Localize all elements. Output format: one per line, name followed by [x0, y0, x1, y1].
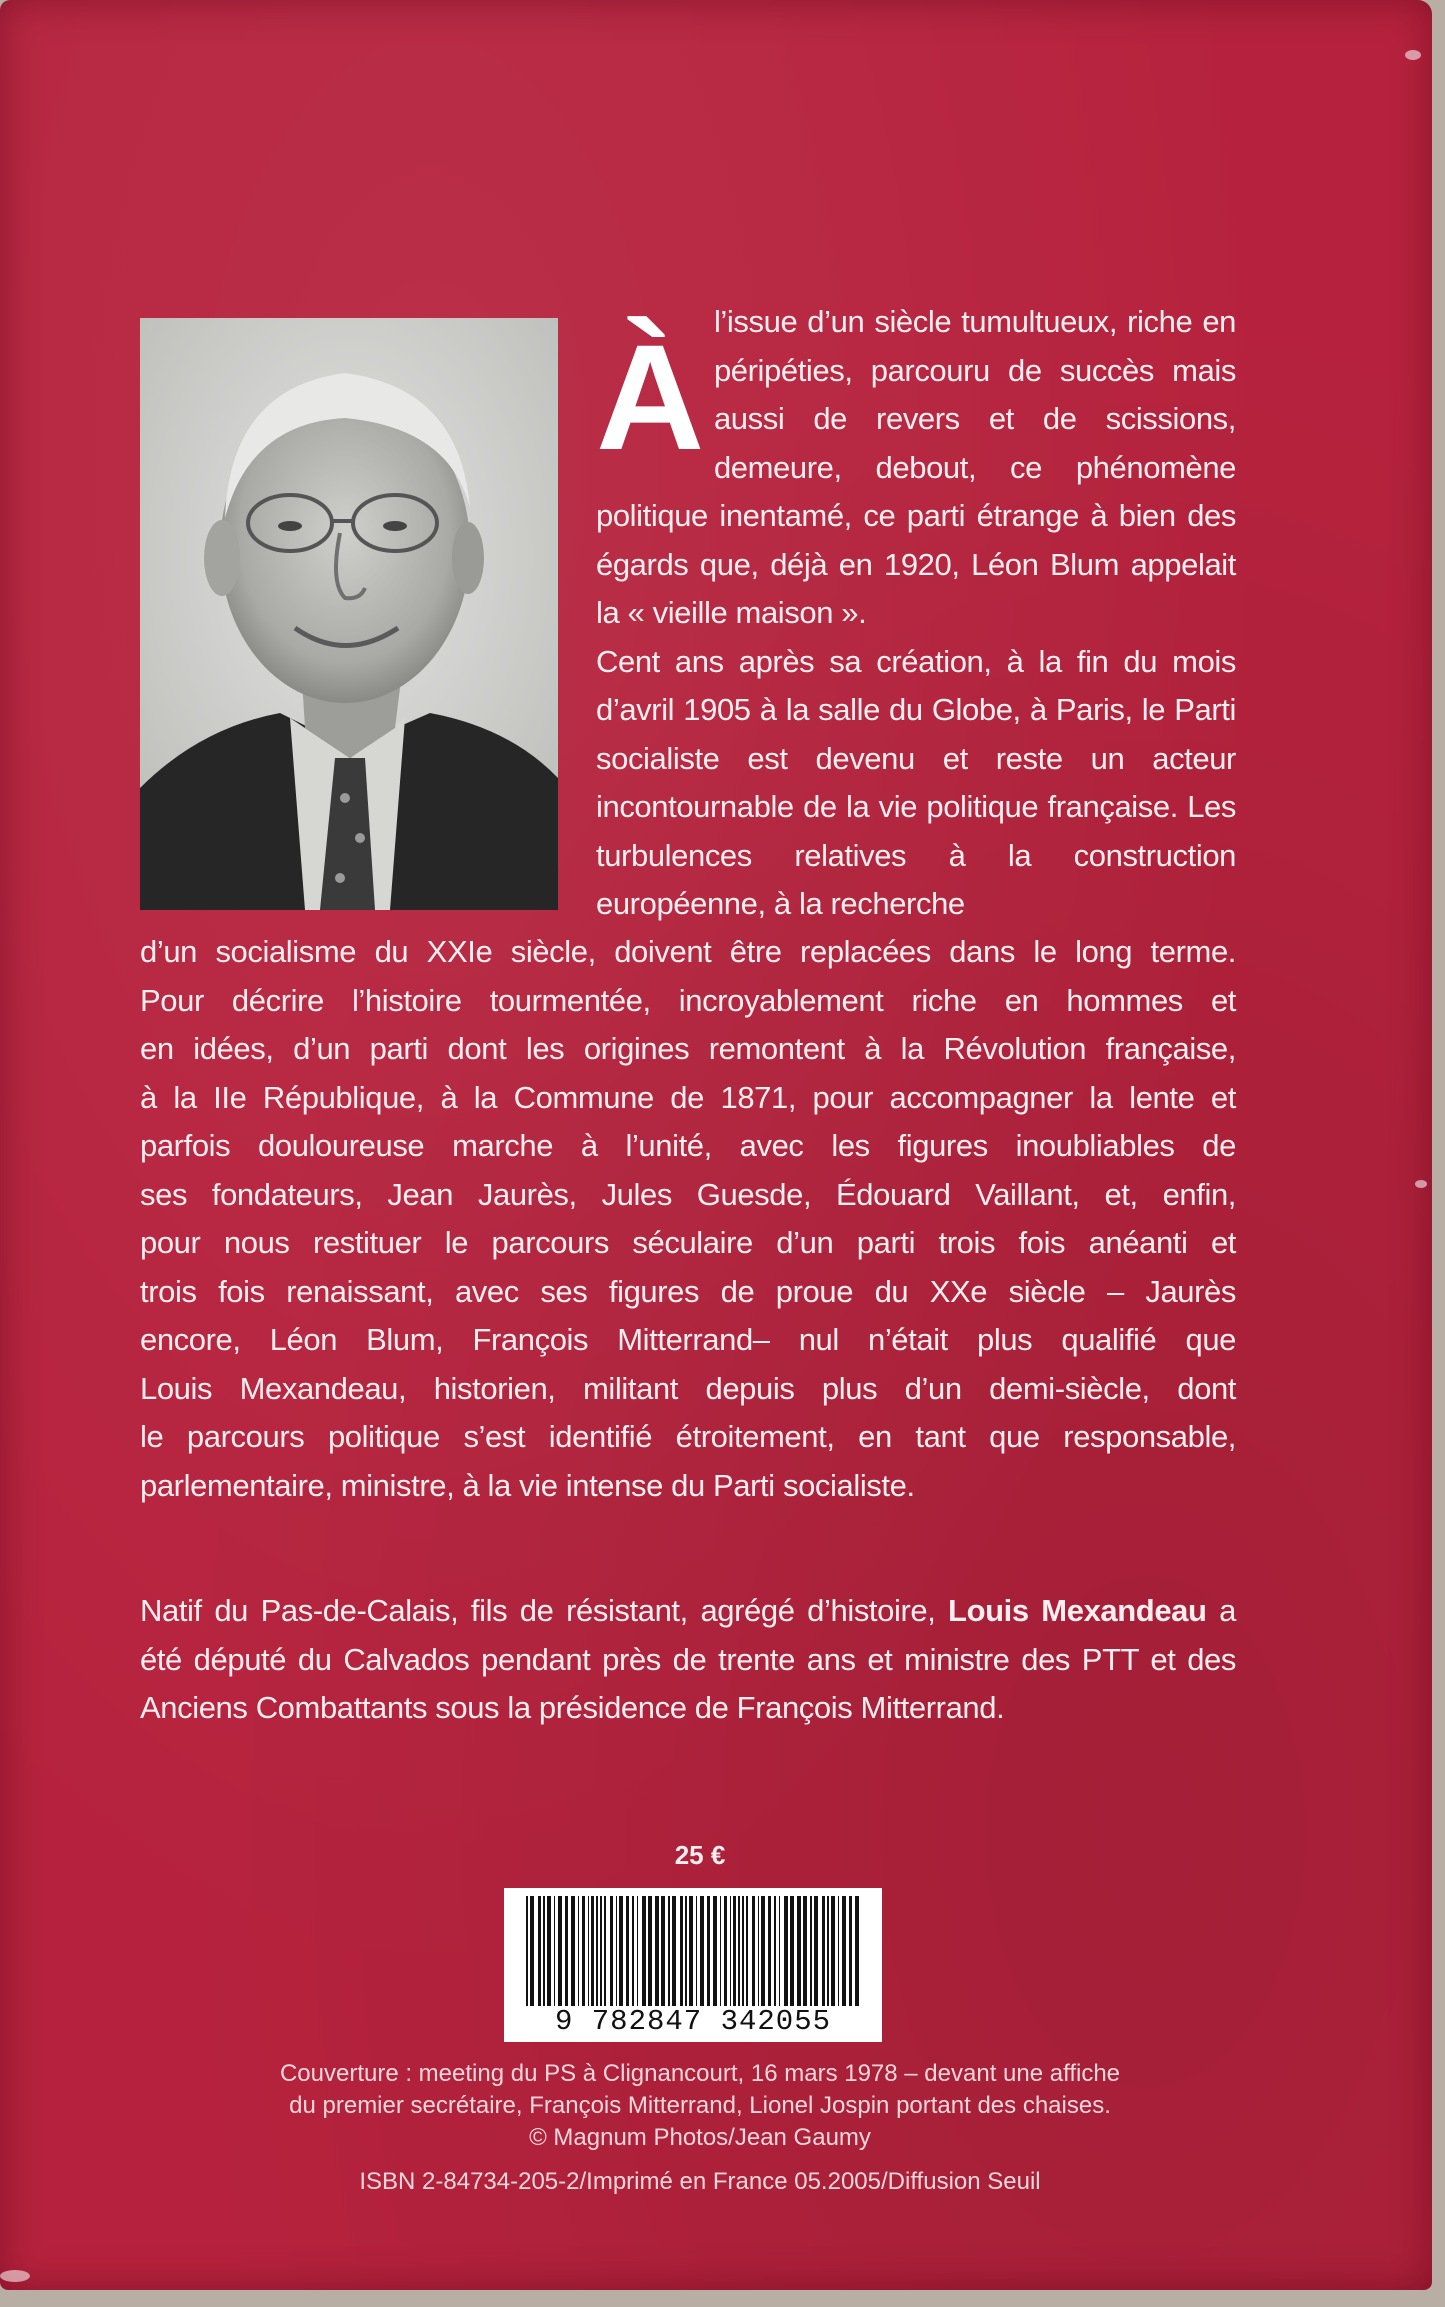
credit-line: Couverture : meeting du PS à Clignancourt, 16 mars 1978 – devant une affiche	[279, 2060, 1121, 2087]
text-line: pour nous restituer le parcours séculaire d’un parti trois fois anéanti et	[140, 1225, 1236, 1260]
text-line: parlementaire, ministre, à la vie intense du Parti socialiste.	[140, 1467, 915, 1503]
cover-credits	[200, 2058, 1200, 2154]
cover-wear-mark	[0, 2270, 30, 2282]
drop-cap: À	[596, 313, 704, 481]
text-line: en idées, d’un parti dont les origines remontent à la Révolution française,	[140, 1031, 1236, 1066]
isbn-line: ISBN 2-84734-205-2/Imprimé en France 05.2005/Diffusion Seuil	[359, 2168, 1041, 2195]
text-line: ses fondateurs, Jean Jaurès, Jules Guesde, Édouard Vaillant, et, enfin,	[140, 1176, 1236, 1212]
author-bio-intro: Natif du Pas-de-Calais, fils de résistant, agrégé d’histoire,	[140, 1593, 949, 1628]
cover-wear-mark	[1415, 1180, 1427, 1188]
text-line: d’un socialisme du XXIe siècle, doivent être replacées dans le long terme.	[140, 934, 1236, 969]
history-paragraph-continued	[140, 928, 1236, 1510]
author-portrait-image	[140, 318, 558, 910]
text-line: encore, Léon Blum, François Mitterrand– nul n’était plus qualifié que	[140, 1322, 1236, 1357]
credit-line: © Magnum Photos/Jean Gaumy	[529, 2124, 871, 2151]
text-line: Pour décrire l’histoire tourmentée, incroyablement riche en hommes et	[140, 982, 1236, 1018]
credit-line: du premier secrétaire, François Mitterrand, Lionel Jospin portant des chaises.	[289, 2092, 1111, 2119]
text-line: le parcours politique s’est identifié étroitement, en tant que responsable,	[140, 1419, 1236, 1454]
text-line: à la IIe République, à la Commune de 1871, pour accompagner la lente et	[140, 1079, 1236, 1115]
author-bio-rest: a été député du Calvados pendant près de trente ans et ministre des PTT et des Anciens Combattants sous la présidence de François Mitterrand.	[140, 1593, 1236, 1725]
intro-text: l’issue d’un siècle tumultueux, riche en péripéties, parcouru de succès mais aussi de revers et de scissions, demeure, debout, ce phénomène politique inentamé, ce parti étrange à bien des égards que, déjà en 1920, Léon Blum appelait la « vieille maison ».	[596, 304, 1236, 630]
author-bio	[140, 1587, 1236, 1733]
price-label: 25 €	[674, 1840, 726, 1870]
barcode-digits: 9 782847 342055	[554, 2005, 832, 2038]
barcode-bars	[504, 1896, 882, 2006]
author-photo	[140, 318, 558, 910]
history-paragraph-start: Cent ans après sa création, à la fin du mois d’avril 1905 à la salle du Globe, à Paris, le Parti socialiste est devenu et reste un acteur incontournable de la vie politique française. Les turbulences relatives à la construction européenne, à la recherche	[596, 643, 1236, 921]
text-line: parfois douloureuse marche à l’unité, avec les figures inoubliables de	[140, 1128, 1236, 1163]
author-name: Louis Mexandeau	[948, 1593, 1207, 1628]
text-line: trois fois renaissant, avec ses figures de proue du XXe siècle – Jaurès	[140, 1273, 1236, 1309]
barcode	[504, 1888, 882, 2042]
intro-column	[596, 298, 1236, 929]
cover-wear-mark	[1405, 50, 1421, 60]
text-line: Louis Mexandeau, historien, militant depuis plus d’un demi-siècle, dont	[140, 1370, 1236, 1406]
